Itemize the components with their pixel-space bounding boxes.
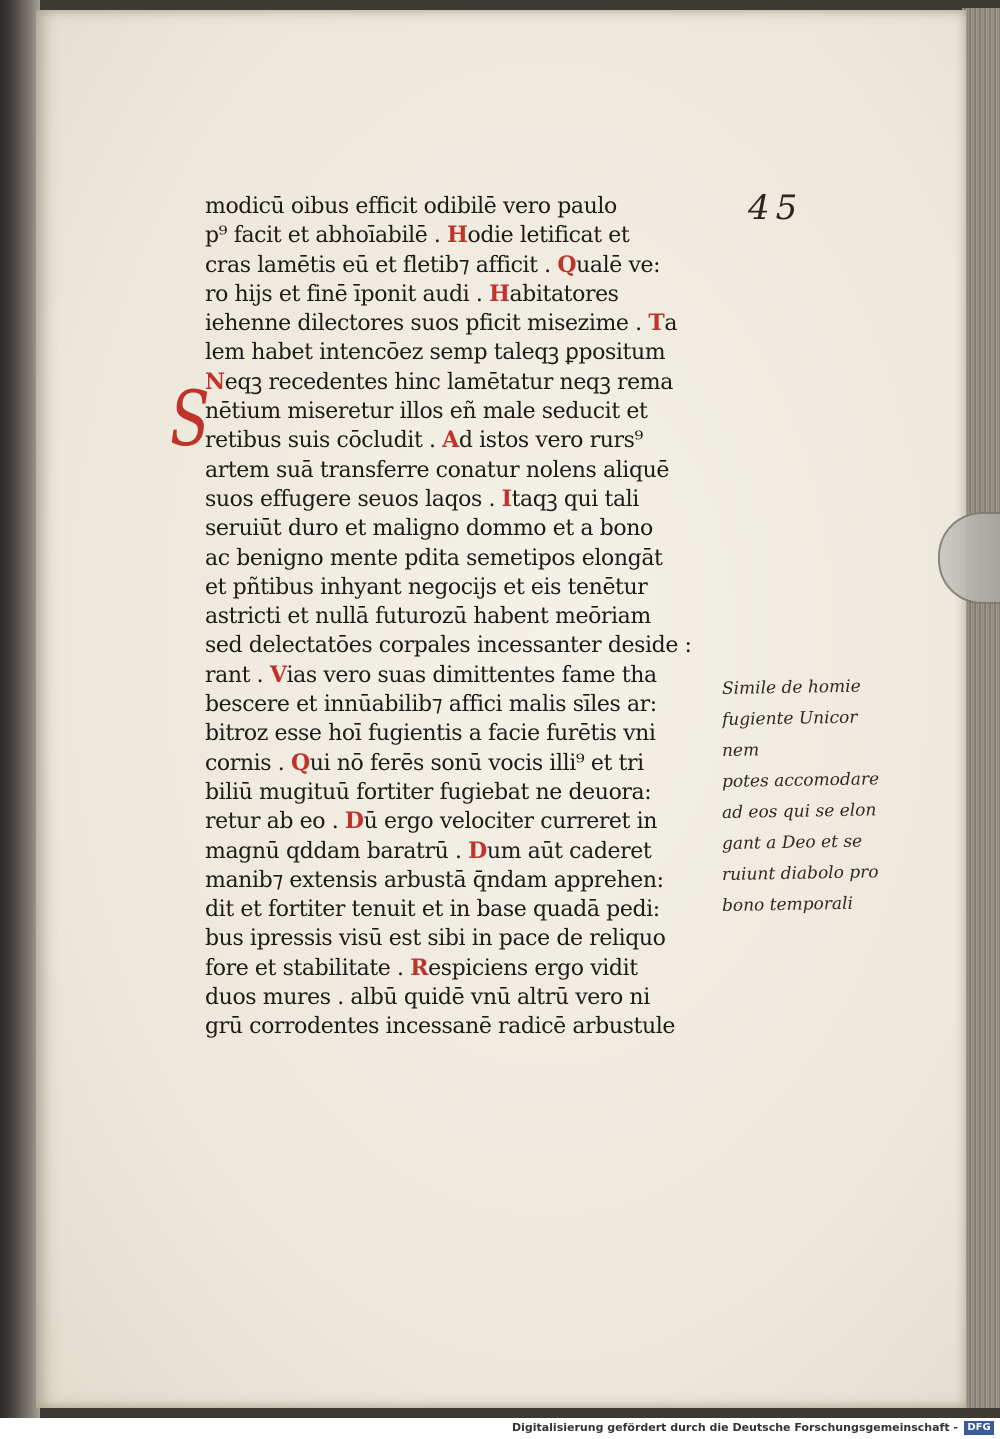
text-segment: biliū mugituū fortiter fugiebat ne deuora: [205, 779, 652, 805]
text-segment: um aūt caderet [486, 838, 652, 864]
text-segment: rant . [205, 662, 270, 688]
note-line: potes accomodare [721, 769, 880, 793]
text-segment: cornis . [205, 750, 291, 776]
text-line [205, 514, 715, 543]
text-line [205, 397, 715, 426]
text-segment: eqꝫ recedentes hinc lamētatur neqꝫ rema [224, 369, 673, 395]
text-line [205, 309, 715, 338]
text-line [205, 690, 715, 719]
text-segment: p⁹ facit et abhoīabilē . [205, 223, 448, 249]
text-line [205, 485, 715, 514]
page-edges [962, 8, 1000, 1408]
text-segment: cras lamētis eū et fletib⁊ afficit . [205, 252, 558, 278]
rubric-initial: N [205, 368, 225, 395]
handwritten-margin-note [722, 672, 952, 920]
text-line [205, 983, 715, 1012]
rubric-initial: T [648, 310, 665, 337]
text-segment: astricti et nullā futurozū habent meōriam [205, 604, 651, 630]
text-line [205, 719, 715, 748]
rubric-initial: V [269, 661, 287, 688]
text-line [205, 1012, 715, 1041]
text-segment: iehenne dilectores suos pficit misezime . [205, 311, 649, 337]
text-segment: d istos vero rurs⁹ [458, 428, 643, 454]
note-line: nem [721, 740, 760, 762]
text-segment: fore et stabilitate . [205, 955, 411, 981]
folio-number: 45 [748, 188, 804, 228]
text-segment: ias vero suas dimittentes fame tha [286, 662, 657, 688]
text-segment: bitroz esse hoī fugientis a facie furētis vni [205, 721, 656, 747]
text-segment: grū corrodentes incessanē radicē arbustule [205, 1014, 675, 1040]
footer-credit: Digitalisierung gefördert durch die Deutsche Forschungsgemeinschaft - [511, 1421, 958, 1434]
text-line [205, 192, 715, 221]
text-line [205, 837, 715, 866]
text-line [205, 749, 715, 778]
text-segment: dit et fortiter tenuit et in base quadā pedi: [205, 897, 660, 923]
text-segment: retur ab eo . [205, 809, 345, 835]
text-line [205, 426, 715, 455]
text-line [205, 924, 715, 953]
text-segment: bescere et innūabilib⁊ affici malis sīles ar: [205, 692, 657, 718]
text-line [205, 251, 715, 280]
note-line: ruiunt diabolo pro [721, 862, 879, 886]
text-segment: ui nō ferēs sonū vocis illi⁹ et tri [309, 750, 644, 776]
text-segment: bus ipressis visū est sibi in pace de reliquo [205, 926, 666, 952]
note-line: gant a Deo et se [721, 831, 863, 855]
text-segment: odie letificat et [467, 223, 630, 249]
text-line [205, 602, 715, 631]
text-segment: ualē ve: [576, 252, 661, 278]
text-line [205, 221, 715, 250]
text-line [205, 866, 715, 895]
rubric-initial: H [447, 222, 468, 249]
text-line [205, 338, 715, 367]
text-segment: et pñtibus inhyant negocijs et eis tenētur [205, 574, 648, 600]
text-segment: retibus suis cōcludit . [205, 428, 443, 454]
text-line [205, 807, 715, 836]
text-segment: magnū qddam baratrū . [205, 838, 469, 864]
dfg-logo: DFG [964, 1421, 994, 1435]
text-segment: seruiūt duro et maligno dommo et a bono [205, 516, 653, 542]
note-line: ad eos qui se elon [721, 800, 877, 824]
rubric-initial: A [442, 427, 459, 454]
text-line [205, 573, 715, 602]
text-segment: manib⁊ extensis arbustā q̄ndam apprehen: [205, 867, 664, 893]
text-line [205, 544, 715, 573]
rubric-initial: R [410, 954, 429, 981]
main-text-column [205, 192, 715, 1042]
rubric-initial: Q [557, 251, 577, 278]
rubric-initial: I [501, 485, 512, 512]
note-line: Simile de homie [721, 676, 861, 700]
note-line: bono temporali [721, 893, 854, 917]
marginal-initial: S [170, 374, 210, 464]
text-line [205, 661, 715, 690]
text-segment: taqꝫ qui tali [511, 486, 639, 512]
text-line [205, 368, 715, 397]
text-line [205, 954, 715, 983]
text-segment: espiciens ergo vidit [428, 955, 638, 981]
text-segment: abitatores [509, 281, 619, 307]
book-gutter [0, 0, 40, 1418]
rubric-initial: D [344, 808, 364, 835]
text-segment: ro hijs et finē īponit audi . [205, 281, 490, 307]
rubric-initial: D [468, 837, 487, 864]
note-line: fugiente Unicor [721, 707, 858, 731]
text-line [205, 895, 715, 924]
text-line [205, 280, 715, 309]
text-segment: lem habet intencōez semp taleqꝫ ꝑpositum [205, 340, 666, 366]
text-segment: duos mures . albū quidē vnū altrū vero ni [205, 985, 650, 1011]
text-segment: artem suā transferre conatur nolens aliquē [205, 457, 670, 483]
text-segment: modicū oibus efficit odibilē vero paulo [205, 194, 617, 219]
text-segment: nētium miseretur illos eñ male seducit et [205, 399, 648, 425]
text-segment: ū ergo velociter curreret in [363, 809, 657, 835]
text-segment: ac benigno mente pdita semetipos elongāt [205, 545, 663, 571]
rubric-initial: Q [290, 749, 310, 776]
text-segment: a [664, 311, 678, 337]
text-line [205, 778, 715, 807]
text-line [205, 456, 715, 485]
footer-credit-bar [0, 1418, 1000, 1439]
text-segment: sed delectatōes corpales incessanter deside : [205, 633, 692, 659]
rubric-initial: H [489, 280, 510, 307]
text-line [205, 631, 715, 660]
text-segment: suos effugere seuos laqos . [205, 486, 502, 512]
